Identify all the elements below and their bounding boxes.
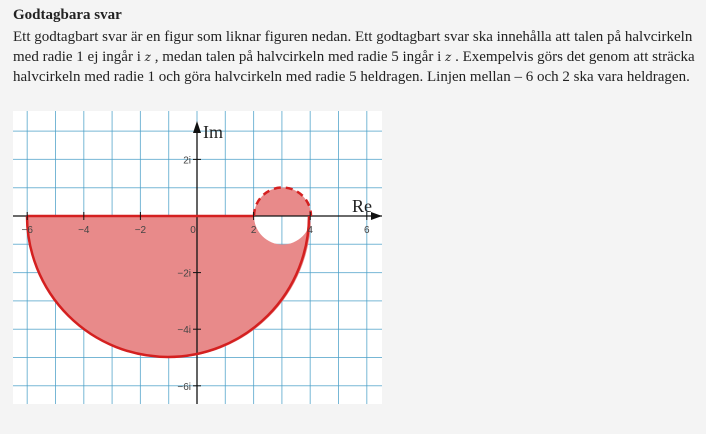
y-tick-label: 2i: [183, 155, 191, 167]
real-axis-label: Re: [352, 196, 372, 216]
math-variable-z: z: [144, 50, 151, 64]
y-tick-label: −2i: [177, 268, 191, 280]
x-tick-label: 2: [250, 225, 257, 236]
x-tick-label: −2: [134, 225, 147, 236]
complex-plane-figure: [13, 111, 382, 404]
x-tick-label: −4: [78, 225, 90, 236]
y-tick-label: −4i: [177, 325, 191, 337]
x-tick-label: 6: [364, 225, 370, 236]
y-tick-label: −6i: [177, 381, 191, 393]
y-axis-arrow-icon: [193, 121, 201, 133]
math-variable-z: z: [445, 50, 452, 64]
paragraph-part-3: . Exempelvis görs det genom att sträcka halvcirkeln med radie 1 och göra halvcirkeln med radie 5 heldragen. Linjen mellan – 6 och 2 ska vara heldragen.: [13, 49, 695, 85]
x-tick-label: −6: [21, 225, 33, 236]
x-tick-label: 4: [307, 225, 313, 236]
paragraph-part-2: , medan talen på halvcirkeln med radie 5 ingår i: [150, 49, 446, 65]
answer-heading: Godtagbara svar: [13, 7, 122, 23]
paragraph-part-1: Ett godtagbart svar är en figur som liknar figuren nedan. Ett godtagbart svar ska innehålla att talen på halvcirkeln med radie 1 ej ingår i: [13, 29, 693, 65]
complex-plane-svg: [13, 111, 382, 404]
x-axis-arrow-icon: [371, 212, 382, 220]
x-tick-label: 0: [190, 225, 196, 236]
answer-paragraph: [13, 27, 699, 87]
imaginary-axis-label: Im: [203, 122, 223, 142]
large-semicircle-region: [27, 216, 311, 358]
small-semicircle-region: [254, 188, 311, 217]
